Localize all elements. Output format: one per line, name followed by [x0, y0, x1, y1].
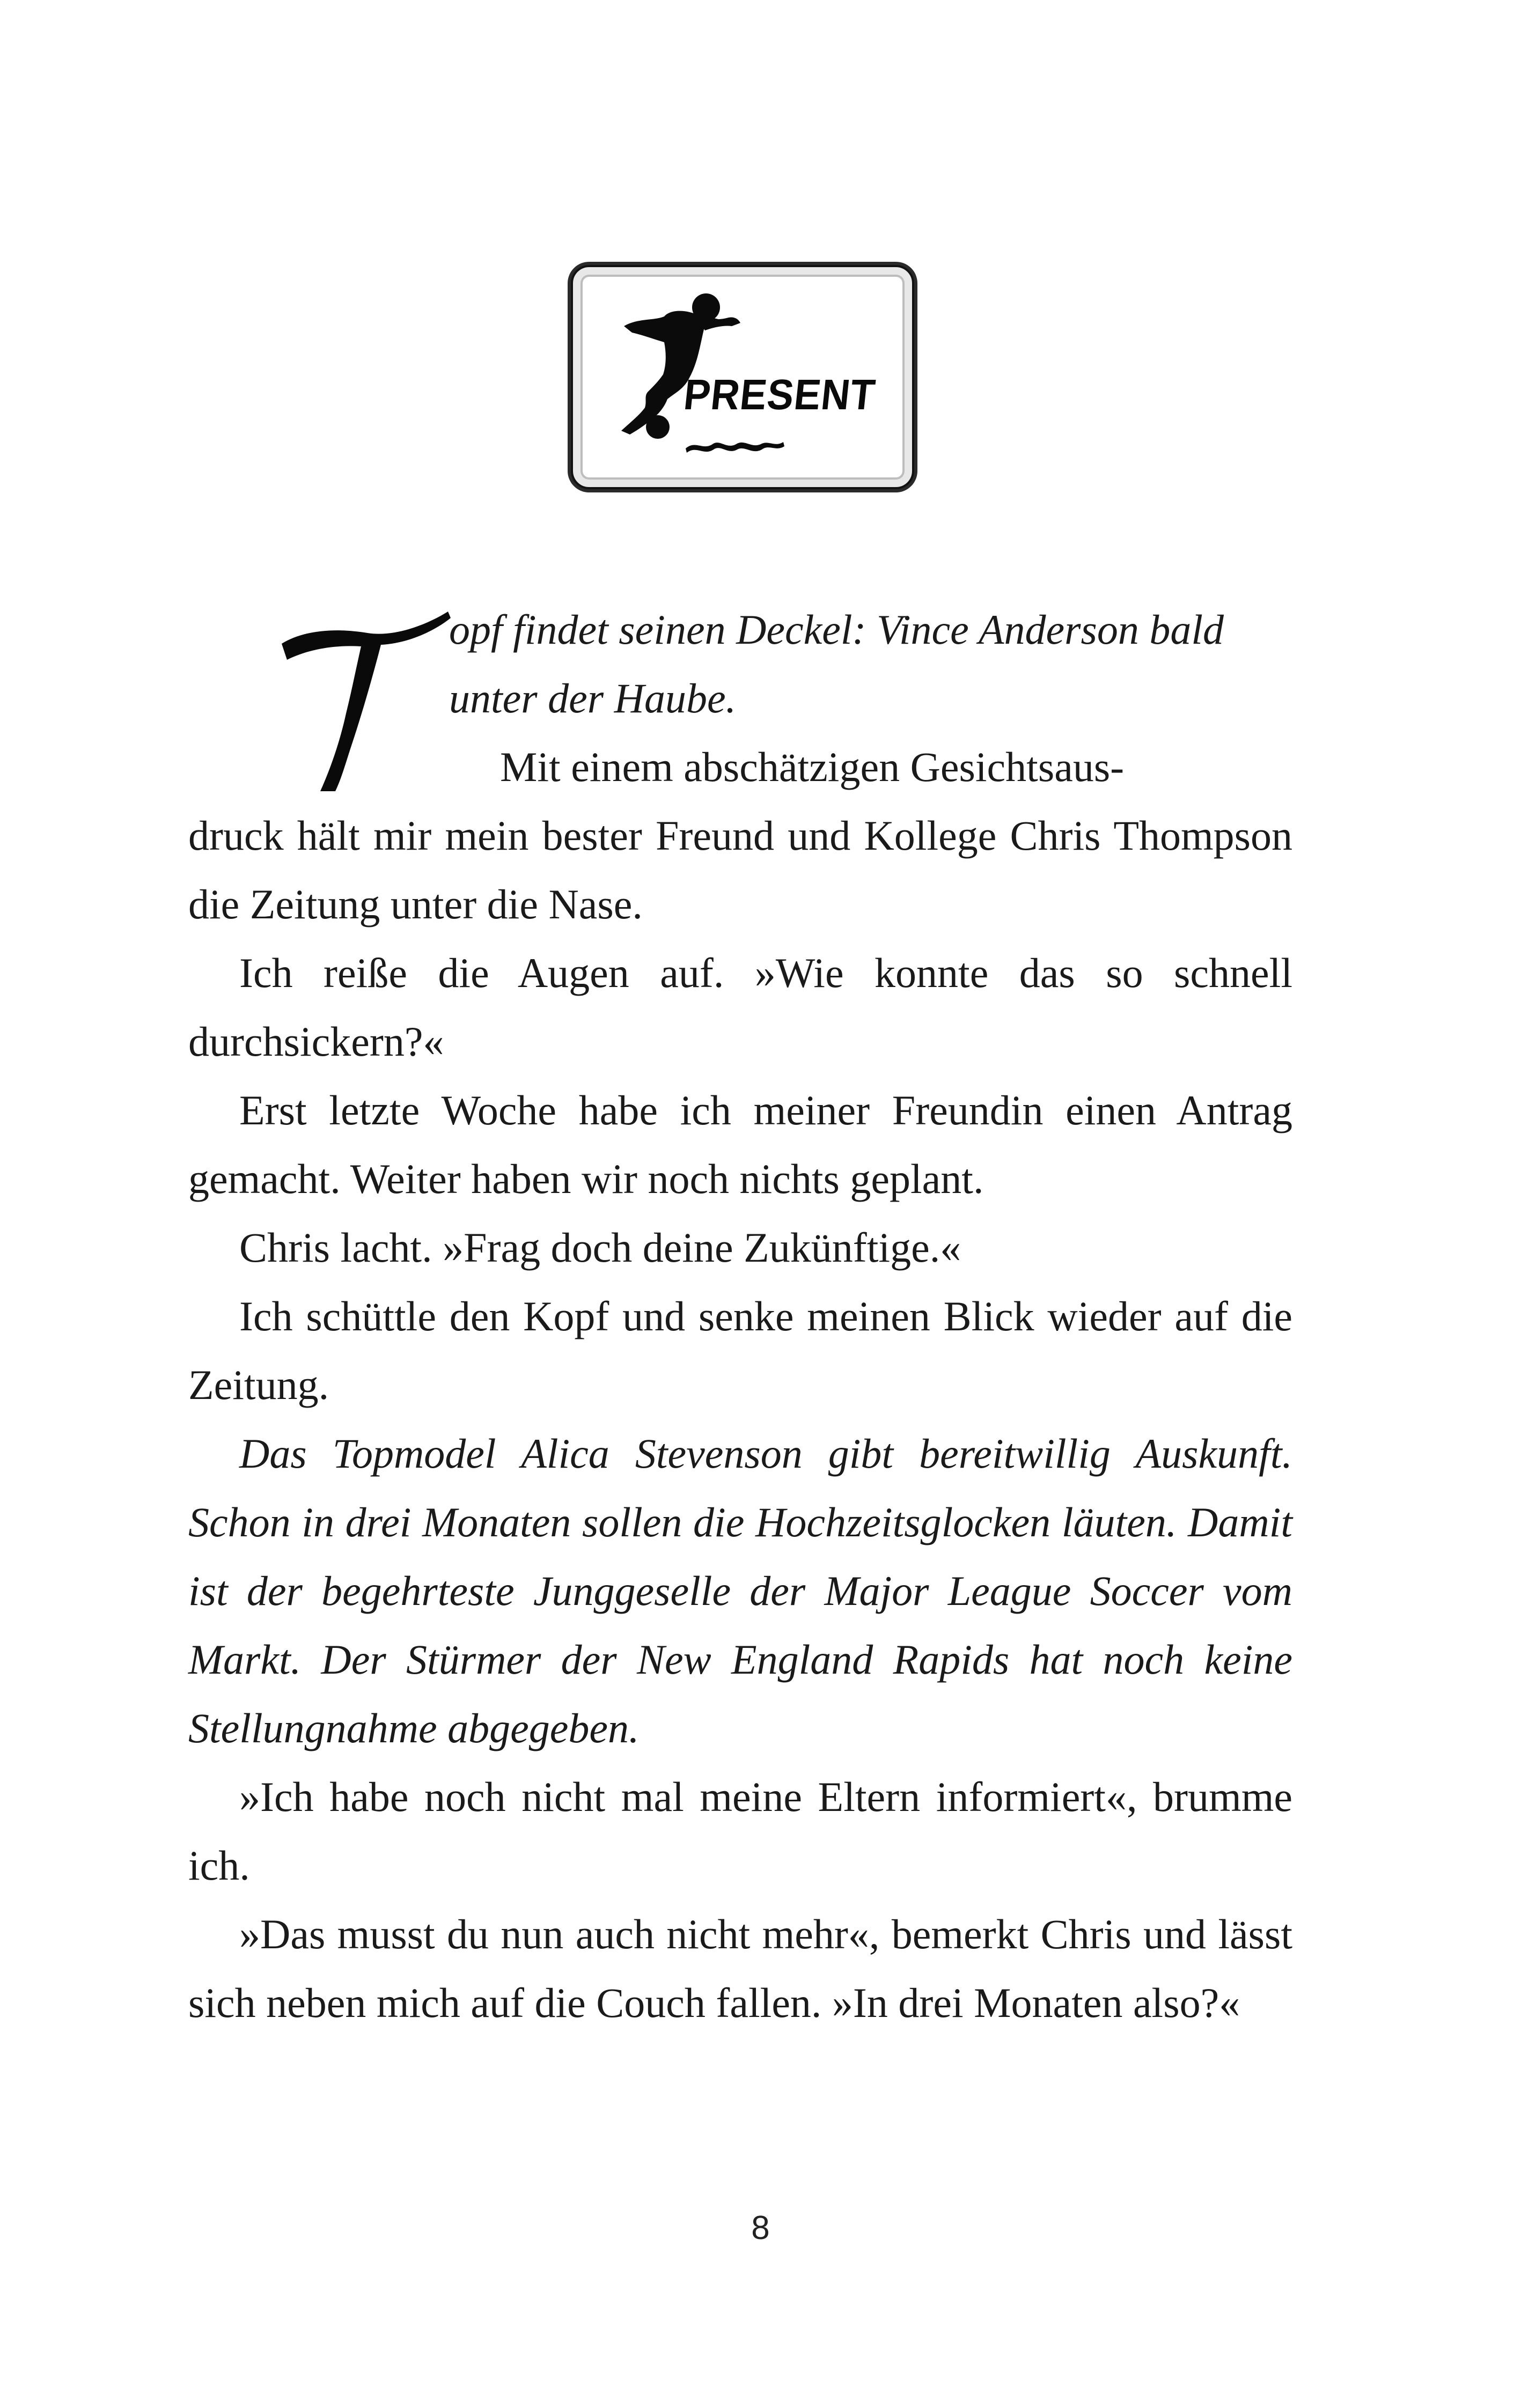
- newspaper-quote: Das Topmodel Alica Stevenson gibt bereitwillig Auskunft. Schon in drei Monaten sollen die Hochzeitsglocken läuten. Damit ist der begehrteste Junggeselle der Major League Soccer vom Markt. Der Stürmer der New England Rapids hat noch keine Stellungnahme abgegeben.: [188, 1430, 1292, 1751]
- paragraph: »Ich habe noch nicht mal meine Eltern informiert«, brumme ich.: [188, 1773, 1292, 1889]
- drop-cap: [271, 606, 453, 791]
- body-text: [188, 801, 1292, 2037]
- chapter-badge: [571, 265, 914, 489]
- paragraph: »Das musst du nun auch nicht mehr«, bemerkt Chris und lässt sich neben mich auf die Couch fallen. »In drei Monaten also?«: [188, 1911, 1292, 2026]
- paragraph: Erst letzte Woche habe ich meiner Freundin einen Antrag gemacht. Weiter haben wir noch nichts geplant.: [188, 1087, 1292, 1202]
- first-paragraph-start: Mit einem abschätzigen Gesichtsaus-: [500, 743, 1125, 790]
- paragraph: Ich reiße die Augen auf. »Wie konnte das so schnell durchsickern?«: [188, 949, 1292, 1065]
- page-number: 8: [751, 2210, 770, 2247]
- paragraph: Ich schüttle den Kopf und senke meinen Blick wieder auf die Zeitung.: [188, 1293, 1292, 1408]
- paragraph: Chris lacht. »Frag doch deine Zukünftige.«: [239, 1224, 961, 1271]
- chapter-badge-label: PRESENT: [681, 370, 878, 419]
- headline-text: opf findet seinen Deckel: Vince Anderson bald unter der Haube.: [449, 606, 1224, 721]
- paragraph: druck hält mir mein bester Freund und Kollege Chris Thompson die Zeitung unter die Nase.: [188, 812, 1292, 927]
